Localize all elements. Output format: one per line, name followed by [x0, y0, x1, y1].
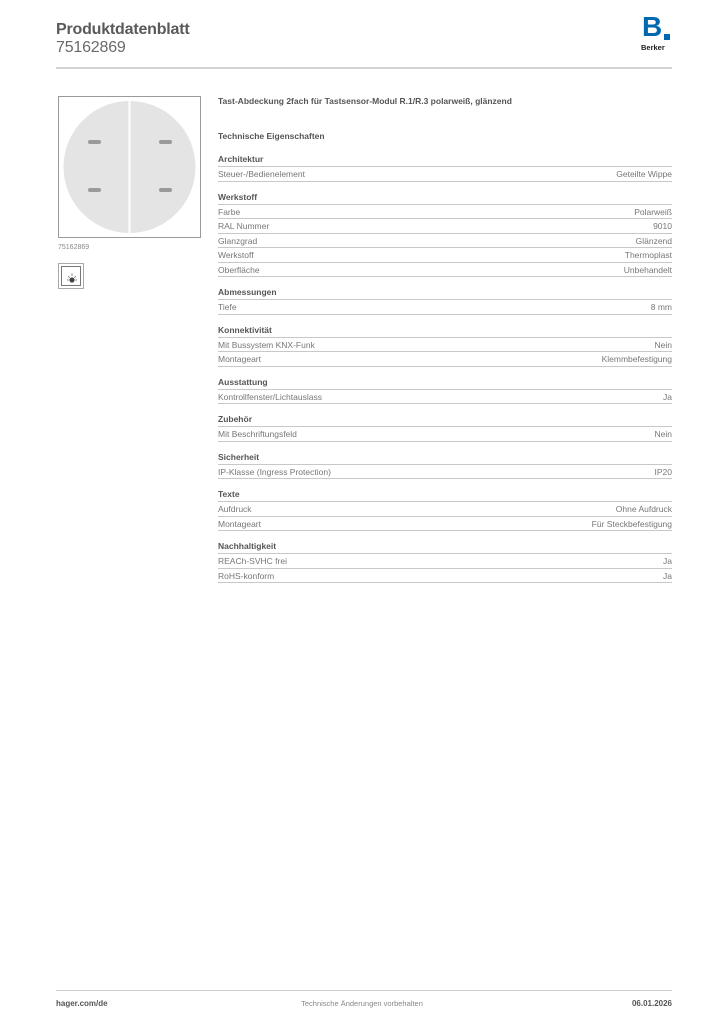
spec-label: RoHS-konform: [218, 570, 275, 581]
spec-label: Farbe: [218, 206, 241, 217]
header-divider: [56, 67, 672, 69]
spec-label: Glanzgrad: [218, 235, 258, 246]
berker-logo: [640, 11, 674, 56]
spec-row: [218, 205, 672, 220]
spec-row: [218, 502, 672, 517]
spec-row: [218, 569, 672, 584]
footer-disclaimer: Technische Änderungen vorbehalten: [301, 999, 423, 1008]
spec-row: [218, 219, 672, 234]
spec-label: Tiefe: [218, 302, 237, 312]
spec-label: Mit Bussystem KNX-Funk: [218, 339, 315, 350]
spec-value: Ja: [663, 391, 672, 402]
spec-row: [218, 234, 672, 249]
section-heading: Texte: [218, 487, 672, 502]
spec-label: Oberfläche: [218, 264, 260, 275]
spec-label: Montageart: [218, 354, 261, 364]
section-heading: Sicherheit: [218, 450, 672, 465]
spec-value: 8 mm: [650, 302, 672, 312]
product-title: Tast-Abdeckung 2fach für Tastsensor-Modul R.1/R.3 polarweiß, glänzend: [218, 96, 512, 106]
spec-section: [218, 450, 672, 480]
spec-label: Kontrollfenster/Lichtauslass: [218, 391, 322, 402]
section-heading: Zubehör: [218, 412, 672, 427]
spec-label: REACh-SVHC frei: [218, 556, 287, 566]
spec-value: Ja: [663, 556, 672, 566]
spec-row: [218, 167, 672, 182]
spec-value: Klemmbefestigung: [601, 354, 672, 364]
footer-divider: [56, 990, 672, 991]
image-caption: 75162869: [58, 244, 90, 251]
spec-value: Polarweiß: [634, 206, 672, 217]
spec-section: [218, 539, 672, 583]
feature-icon-box: [58, 263, 84, 289]
spec-row: [218, 338, 672, 353]
section-heading: Architektur: [218, 152, 672, 167]
spec-row: [218, 300, 672, 315]
spec-label: IP-Klasse (Ingress Protection): [218, 466, 331, 477]
spec-value: Nein: [654, 339, 672, 350]
spec-label: Steuer-/Bedienelement: [218, 169, 305, 179]
rocker-cover-illustration: [59, 97, 200, 237]
footer-website[interactable]: hager.com/de: [56, 999, 108, 1008]
spec-row: [218, 517, 672, 532]
section-heading: Abmessungen: [218, 285, 672, 300]
light-indicator-icon: [62, 267, 82, 287]
section-heading: Nachhaltigkeit: [218, 539, 672, 554]
spec-value: Glänzend: [635, 235, 672, 246]
spec-row: [218, 263, 672, 278]
spec-value: IP20: [654, 466, 672, 477]
spec-label: Werkstoff: [218, 250, 254, 260]
spec-label: Montageart: [218, 518, 261, 529]
spec-value: Unbehandelt: [623, 264, 672, 275]
spec-label: RAL Nummer: [218, 221, 270, 231]
logo-letter: B: [642, 11, 662, 42]
specs-title: Technische Eigenschaften: [218, 131, 325, 141]
section-heading: Werkstoff: [218, 190, 672, 205]
spec-section: [218, 375, 672, 405]
article-number: 75162869: [56, 39, 126, 56]
spec-section: [218, 152, 672, 182]
spec-label: Aufdruck: [218, 504, 252, 514]
spec-value: 9010: [653, 221, 672, 231]
spec-value: Für Steckbefestigung: [591, 518, 672, 529]
footer-date: 06.01.2026: [631, 999, 672, 1008]
spec-value: Thermoplast: [624, 250, 672, 260]
spec-section: [218, 285, 672, 315]
spec-row: [218, 248, 672, 263]
spec-row: [218, 465, 672, 480]
spec-section: [218, 412, 672, 442]
spec-label: Mit Beschriftungsfeld: [218, 429, 297, 439]
spec-value: Ja: [663, 570, 672, 581]
spec-row: [218, 427, 672, 442]
spec-value: Ohne Aufdruck: [615, 504, 672, 514]
spec-section: [218, 323, 672, 367]
section-heading: Ausstattung: [218, 375, 672, 390]
spec-value: Nein: [654, 429, 672, 439]
section-heading: Konnektivität: [218, 323, 672, 338]
spec-row: [218, 352, 672, 367]
logo-dot: [664, 34, 670, 40]
product-image: [58, 96, 201, 238]
spec-row: [218, 390, 672, 405]
spec-row: [218, 554, 672, 569]
spec-value: Geteilte Wippe: [616, 169, 672, 179]
spec-section: [218, 190, 672, 278]
spec-section: [218, 487, 672, 531]
page-title: Produktdatenblatt: [56, 21, 190, 38]
specs-table: [218, 152, 672, 591]
logo-brand: Berker: [641, 43, 665, 52]
